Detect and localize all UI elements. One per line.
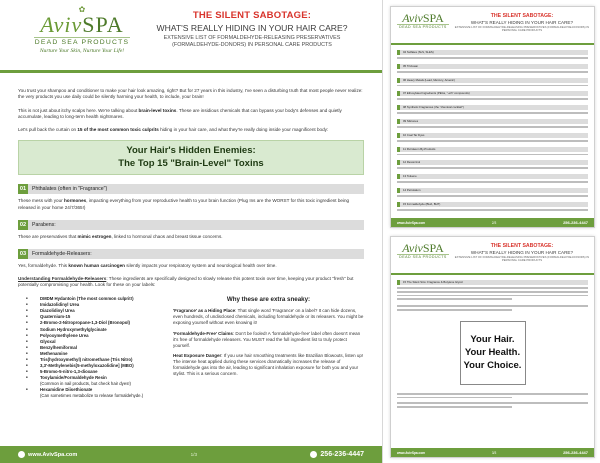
thumb-section-title: Ethoxylated Ingredients (PEGs, "-eth" compounds)	[406, 91, 470, 96]
section-body	[18, 198, 364, 211]
logo-name-a: Aviv	[40, 12, 83, 37]
section-body-b: hormones	[63, 198, 87, 204]
sneaky-paragraph-3	[173, 353, 364, 377]
thumb-section-title: Petroleum By-Products	[406, 146, 436, 151]
title-line-2: WHAT'S REALLY HIDING IN YOUR HAIR CARE?	[470, 20, 574, 25]
thumb-section-number: 10	[403, 132, 407, 137]
thumb-section-title: Formaldehyde (BHA, BHT)	[406, 201, 441, 206]
thumb-section	[397, 280, 588, 311]
text-line	[397, 287, 588, 289]
slogan-line-3: Your Choice.	[463, 359, 522, 371]
releaser-list-item: • 3,3'-Methylenebis[5-methyloxazolidine] (MBO)	[26, 363, 163, 369]
title-line-3: EXTENSIVE LIST OF FORMALDEHYDE-RELEASING PRESERVATIVES (FORMALDEHYDE-DONORS) IN PERSONAL CARE PRODUCTS	[163, 35, 341, 48]
section-body-a: These mess with your	[18, 198, 64, 204]
thumb-section-bar	[397, 105, 588, 110]
title-line-3: EXTENSIVE LIST OF FORMALDEHYDE-RELEASING PRESERVATIVES (FORMALDEHYDE-DONORS) IN PERSONAL CARE PRODUCTS	[454, 255, 590, 263]
header-divider	[391, 43, 594, 45]
title-line-1: THE SILENT SABOTAGE:	[490, 13, 554, 19]
thumb-section-title: The Silent Sins: Fragrance & Butylene Glycol	[406, 280, 463, 284]
section-body-c: , linked to hormonal chaos and breast tissue concerns.	[111, 234, 223, 240]
releaser-list-item: • Imidazolidinyl Urea	[26, 302, 163, 308]
sneaky-p2-b: : Don't be fooled! A 'formaldehyde-free' label often doesn't mean it's free of formaldehyde releasers. You MUST read the full ingredient list to truly protect yourself.	[173, 330, 361, 348]
section-body-a: These are preservatives that	[18, 234, 78, 240]
sneaky-p3-a: Heat Exposure Danger	[173, 352, 222, 358]
logo-name-b: SPA	[422, 241, 444, 255]
thumb-section-bar	[397, 64, 588, 69]
thumb-section-bar	[397, 50, 588, 55]
releasers-list	[26, 296, 163, 399]
title-line-2: WHAT'S REALLY HIDING IN YOUR HAIR CARE?	[156, 23, 348, 33]
logo-name-b: SPA	[82, 12, 124, 37]
thumb-section-bar	[397, 174, 588, 179]
text-line	[397, 295, 588, 297]
thumb-sections	[391, 50, 594, 211]
text-line	[397, 98, 588, 100]
thumb-section-number: 15	[403, 280, 407, 284]
footer-phone: 256-236-4447	[563, 220, 588, 225]
releasers-lead	[18, 276, 364, 289]
thumb-section-bar	[397, 91, 588, 96]
releaser-list-item: • Tris(hydroxymethyl) nitromethane (Tris Nitro)	[26, 357, 163, 363]
thumb-section-bar	[397, 160, 588, 165]
thumb-section-bar	[397, 188, 588, 193]
text-line	[397, 195, 588, 197]
thumb-section-title: Silicones	[406, 118, 419, 123]
banner-line-2: The Top 15 "Brain-Level" Toxins	[118, 158, 264, 170]
thumb-title	[453, 243, 591, 263]
footer-website: www.AvivSpa.com	[397, 450, 426, 455]
thumb-section-title: Sulfates (SLS, SLES)	[406, 50, 434, 54]
text-line	[397, 57, 588, 59]
text-line	[397, 291, 588, 293]
text-line	[397, 126, 588, 128]
footer-page-number: 2/3	[491, 220, 497, 225]
text-line	[397, 209, 588, 211]
thumb-section	[397, 188, 588, 197]
thumb-section	[397, 50, 588, 59]
aviv-spa-logo	[34, 6, 130, 54]
thumb-section-number: 08	[403, 105, 407, 110]
thumb-section-bar	[397, 133, 588, 138]
thumb-section	[397, 91, 588, 100]
text-line	[397, 406, 512, 408]
thumb-section-bar	[397, 202, 588, 207]
thumb-section-bar	[397, 78, 588, 83]
globe-icon	[18, 451, 25, 458]
thumb-footer	[391, 218, 594, 227]
logo-subtitle: DEAD SEA PRODUCTS	[34, 39, 130, 46]
section-body-b: known human carcinogen	[68, 263, 125, 269]
document-title	[142, 10, 362, 48]
thumb-section-number: 06	[403, 77, 407, 82]
sneaky-paragraph-2	[173, 331, 364, 349]
thumb-section	[397, 105, 588, 114]
text-line	[397, 71, 588, 73]
thumb-section-number: 11	[403, 146, 406, 151]
releasers-list-column	[18, 296, 163, 399]
title-line-1: THE SILENT SABOTAGE:	[192, 10, 312, 21]
thumb-section-number: 12	[403, 160, 407, 165]
two-column-area	[18, 296, 364, 399]
thumb-section-bar	[397, 119, 588, 124]
thumb-section-title: Petrolatum	[406, 187, 421, 192]
banner-line-1: Your Hair's Hidden Enemies:	[126, 145, 256, 157]
section-number: 02	[19, 222, 27, 229]
phone-icon	[310, 451, 317, 458]
thumb-section	[397, 133, 588, 142]
logo-name	[397, 12, 449, 24]
section-title: Phthalates (often in "Fragrance")	[32, 186, 108, 193]
intro-p2-c: . These are insidious chemicals that can bypass your body's defenses and quietly accumulate, leading to long-term health nightmares.	[18, 107, 342, 119]
sneaky-p3-b: : If you use hair smoothing treatments like Brazilian Blowouts, listen up! The intense heat applied during these services dramatically increases the release of formaldehyde gas into the air, leading to significant inhalation exposure for both you and your stylist. This is a serious concern.	[173, 352, 364, 377]
releaser-list-item: • Glyoxal	[26, 339, 163, 345]
logo-name-a: Aviv	[402, 11, 423, 25]
thumb-section-title: Heavy Metals (Lead, Mercury, Arsenic)	[406, 77, 455, 82]
thumb-closing-text	[397, 393, 588, 408]
logo-name-a: Aviv	[402, 241, 423, 255]
releaser-list-item: (Can sometimes metabolize to release formaldehyde.)	[40, 393, 144, 399]
footer-website[interactable]: www.AvivSpa.com	[28, 451, 78, 458]
text-line	[397, 85, 588, 87]
footer-website: www.AvivSpa.com	[397, 220, 426, 225]
sneaky-p1-a: 'Fragrance' as a Hiding Place	[173, 308, 236, 314]
thumb-header	[391, 7, 594, 43]
releasers-lead-a: Understanding Formaldehyde-Releasers	[18, 275, 107, 281]
text-line	[397, 309, 512, 311]
releaser-list-item: • Tosylamide/Formaldehyde Resin	[26, 375, 163, 381]
thumb-section	[397, 78, 588, 87]
section-body-c: silently impacts your respiratory system and neurological health over time.	[124, 263, 277, 269]
thumb-section-title: Synthetic Fragrances (the "chemical cocktail")	[406, 105, 464, 110]
text-line	[397, 167, 588, 169]
section-phthalates	[18, 184, 364, 211]
text-line	[397, 112, 588, 114]
sneaky-p2-a: 'Formaldehyde-Free' Claims	[173, 330, 233, 336]
title-line-3: EXTENSIVE LIST OF FORMALDEHYDE-RELEASING PRESERVATIVES (FORMALDEHYDE-DONORS) IN PERSONAL CARE PRODUCTS	[454, 25, 590, 33]
thumb-section-title: Resorcinol	[406, 160, 421, 165]
section-body-b: mimic estrogen	[77, 234, 112, 240]
title-line-1: THE SILENT SABOTAGE:	[490, 243, 554, 249]
section-bar	[18, 249, 364, 259]
releaser-list-item: • Benzylhemiformal	[26, 345, 163, 351]
title-line-2: WHAT'S REALLY HIDING IN YOUR HAIR CARE?	[470, 250, 574, 255]
sneaky-column	[163, 296, 364, 399]
intro-paragraph-2	[18, 108, 364, 121]
logo-name	[397, 242, 449, 254]
thumb-section-number: 14	[403, 187, 407, 192]
footer-page-number: 3/3	[491, 450, 497, 455]
intro-paragraph-1: You trust your shampoo and conditioner to make your hair look amazing, right? But for 27 years in this industry, I've seen a disturbing truth that most people never realize: the very products you use daily could be silently harming your health, to include, your brain!	[18, 88, 363, 100]
thumb-section-title: Coal Tar Dyes	[406, 132, 425, 137]
text-line	[397, 298, 512, 300]
text-line	[397, 402, 588, 404]
intro-p3-c: hiding in your hair care, and what they're really doing inside your magnificent body:	[158, 127, 329, 133]
thumb-section-number: 09	[403, 118, 407, 123]
header-divider	[391, 273, 594, 275]
thumb-section-number: 15	[403, 201, 407, 206]
footer-page-number: 1/3	[190, 452, 198, 457]
intro-p2-b: brain-level toxins	[138, 107, 177, 113]
releaser-list-item: (Common in nail products, but check hair dyes!)	[40, 380, 131, 386]
releaser-list-item: • Diazolidinyl Urea	[26, 308, 163, 314]
text-line	[397, 397, 512, 399]
thumb-section	[397, 119, 588, 128]
releaser-list-item: • DMDM Hydantoin (The most common culprit!)	[26, 296, 163, 302]
section-parabens	[18, 220, 364, 240]
thumb-section-bar	[397, 147, 588, 152]
logo-name-b: SPA	[422, 11, 444, 25]
intro-p3-a: Let's pull back the curtain on	[18, 127, 78, 133]
section-number: 03	[19, 251, 27, 258]
text-line	[397, 154, 588, 156]
releaser-list-item: • 5-Bromo-5-nitro-1,3-dioxane	[26, 369, 163, 375]
intro-text	[18, 73, 364, 133]
thumb-section	[397, 160, 588, 169]
section-number: 01	[19, 186, 27, 193]
section-body	[18, 234, 364, 240]
thumb-section	[397, 202, 588, 211]
sneaky-p1-b: : That single word 'Fragrance' on a label? It can hide dozens, even hundreds, of undisclosed chemicals, including formaldehyde or its releasers. You might be exposing yourself without even knowing it!	[173, 308, 364, 326]
thumb-title	[453, 13, 591, 33]
section-bar	[18, 184, 364, 194]
section-body	[18, 263, 364, 269]
page-header	[18, 0, 364, 70]
thumb-section-title: Triclosan	[406, 63, 419, 68]
document-page-3-thumbnail[interactable]	[390, 236, 595, 458]
intro-paragraph-3	[18, 127, 364, 133]
releaser-list-item: • 2-Bromo-2-Nitropropane-1,3-Diol (Bronopol)	[26, 320, 163, 326]
logo-tagline: Nurture Your Skin, Nurture Your Life!	[39, 48, 125, 54]
thumb-section	[397, 64, 588, 73]
sneaky-paragraph-1	[173, 308, 364, 326]
text-line	[397, 393, 588, 395]
text-line	[397, 305, 588, 307]
footer-phone: 256-236-4447	[563, 450, 588, 455]
logo-subtitle: DEAD SEA PRODUCTS	[397, 254, 449, 259]
leaf-icon: ✿	[78, 5, 86, 14]
page-footer	[0, 446, 382, 463]
releaser-list-item: • Hexamidine Diisethionate	[26, 387, 163, 393]
thumb-section	[397, 174, 588, 183]
logo-name	[34, 14, 130, 36]
sneaky-heading: Why these are extra sneaky:	[226, 296, 311, 304]
section-title: Formaldehyde-Releasers:	[32, 251, 92, 258]
text-line	[397, 181, 588, 183]
thumb-section-number: 13	[403, 174, 407, 179]
slogan-line-1: Your Hair.	[470, 333, 515, 345]
thumb-section-title: Toluene	[406, 174, 417, 179]
intro-p2-a: This is not just about itchy scalps here. We're talking about	[18, 107, 139, 113]
releasers-lead-b: : These ingredients are specifically designed to slowly release this potent toxin over time, keeping your product "fresh" but potentially compromising your health. Look for these on your labels:	[18, 275, 354, 287]
text-line	[397, 140, 588, 142]
document-page-2-thumbnail[interactable]	[390, 6, 595, 228]
thumb-section-bar	[397, 280, 588, 285]
footer-phone[interactable]: 256-236-4447	[320, 451, 364, 458]
releaser-list-item: • Quaternium-15	[26, 314, 163, 320]
toxins-banner	[18, 140, 364, 175]
section-bar	[18, 220, 364, 230]
section-body-a: Yes, formaldehyde. This	[18, 263, 69, 269]
thumb-header	[391, 237, 594, 273]
section-formaldehyde-releasers	[18, 249, 364, 288]
thumb-section-number: 07	[403, 91, 407, 96]
releaser-list-item: • Methenamine	[26, 351, 163, 357]
aviv-spa-logo	[397, 12, 449, 29]
slogan-box	[460, 321, 526, 385]
thumb-section-number: 04	[403, 50, 407, 54]
section-body-c: , impacting everything from your reproductive health to your brain function (Plug Ins are the WORST for this toxic ingredient being released in your home 24/7/365!)	[18, 198, 350, 210]
logo-subtitle: DEAD SEA PRODUCTS	[397, 24, 449, 29]
slogan-line-2: Your Health.	[464, 346, 521, 358]
releaser-list-item: • Sodium Hydroxymethylglycinate	[26, 327, 163, 333]
intro-p3-b: 15 of the most common toxic culprits	[77, 127, 159, 133]
thumb-section	[397, 147, 588, 156]
releaser-list-item: • Polyoxymethylene Urea	[26, 333, 163, 339]
thumb-footer	[391, 448, 594, 457]
section-title: Parabens:	[32, 222, 56, 229]
thumb-section-number: 05	[403, 63, 407, 68]
aviv-spa-logo	[397, 242, 449, 259]
